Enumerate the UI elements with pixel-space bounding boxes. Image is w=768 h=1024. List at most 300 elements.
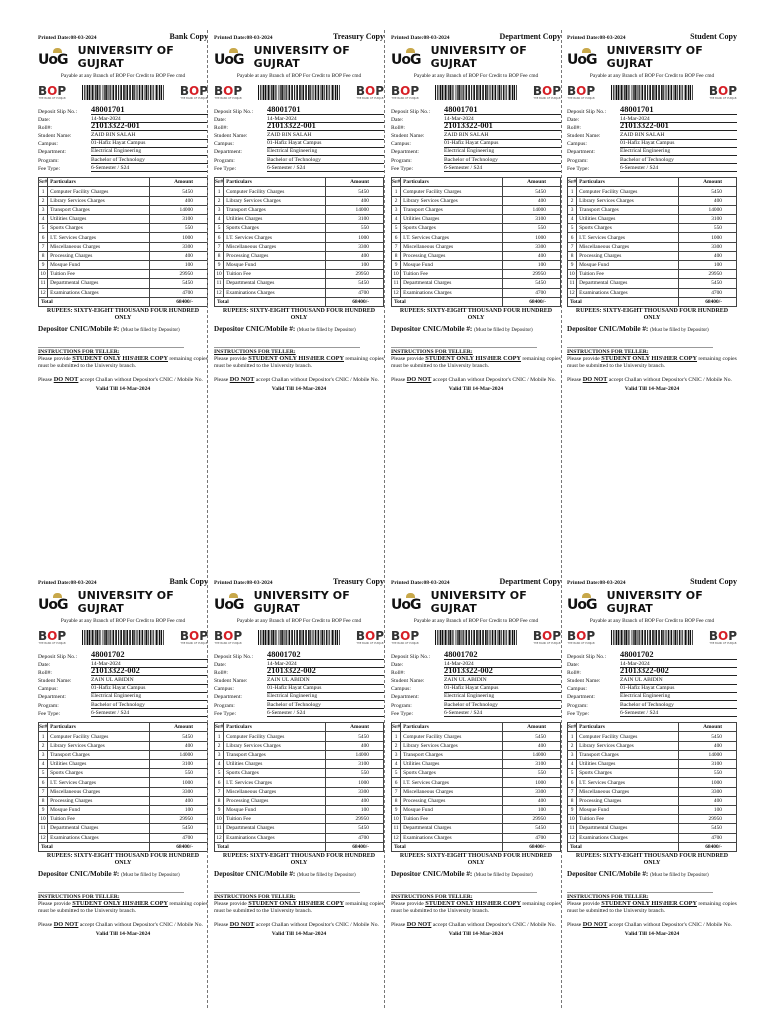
info-row-fee-type — [567, 164, 737, 172]
fee-row-no: 7 — [215, 242, 224, 251]
university-header — [38, 45, 208, 70]
fee-row-particular: I.T. Services Charges — [48, 233, 150, 242]
fee-row-amount: 550 — [326, 769, 384, 778]
valid-till: Valid Till 14-Mar-2024 — [95, 386, 151, 393]
fee-row-amount: 3100 — [326, 215, 384, 224]
fee-row-amount: 3300 — [679, 242, 737, 251]
info-row-slip-no — [391, 104, 561, 115]
info-value-date: 14-Mar-2024 — [444, 661, 561, 668]
bank-barcode-row — [391, 628, 561, 648]
fee-row-particular: Transport Charges — [401, 750, 503, 759]
printed-date: Printed Date:08-03-2024 — [567, 580, 626, 586]
fee-row-particular: Tuition Fee — [224, 815, 326, 824]
fee-row-no: 5 — [39, 769, 48, 778]
fee-row-particular: I.T. Services Charges — [48, 778, 150, 787]
info-row-slip-no — [214, 104, 384, 115]
info-label: Student Name: — [567, 133, 601, 140]
fee-row-particular: Library Services Charges — [224, 741, 326, 750]
fee-row-amount: 4700 — [503, 833, 561, 842]
fee-row-amount: 3300 — [326, 787, 384, 796]
info-row-campus — [567, 140, 737, 148]
fee-table — [38, 177, 208, 307]
info-row-program — [38, 701, 208, 709]
fee-row-particular: Computer Facility Charges — [224, 732, 326, 741]
instruction-copy: Please provide STUDENT ONLY HIS\HER COPY remaining copies must be submitted to the University branch. — [214, 355, 384, 369]
student-info — [391, 649, 561, 718]
fee-row-no: 9 — [392, 805, 401, 814]
info-row-fee-type — [214, 709, 384, 717]
fee-row — [392, 833, 561, 842]
fee-row — [39, 270, 208, 279]
fee-row-particular: Departmental Charges — [48, 279, 150, 288]
info-value-fee-type: 6-Semester / S24 — [620, 710, 737, 717]
info-label: Student Name: — [214, 678, 248, 685]
fee-row — [39, 251, 208, 260]
fee-row-amount: 29950 — [503, 270, 561, 279]
fee-row-amount: 5450 — [326, 732, 384, 741]
fee-row-particular: Examinations Charges — [224, 833, 326, 842]
fee-row — [568, 205, 737, 214]
fee-row-particular: Departmental Charges — [577, 824, 679, 833]
fee-row — [39, 279, 208, 288]
instruction-copy: Please provide STUDENT ONLY HIS\HER COPY remaining copies must be submitted to the University branch. — [214, 900, 384, 914]
info-row-roll — [391, 120, 561, 131]
info-value-department: Electrical Engineering — [444, 148, 561, 155]
fee-row-amount: 3300 — [503, 242, 561, 251]
info-row-department — [38, 148, 208, 156]
fee-row — [568, 233, 737, 242]
fee-row-amount: 5450 — [503, 279, 561, 288]
fee-row-amount: 5450 — [150, 187, 208, 196]
info-label: Deposit Slip No.: — [567, 108, 607, 115]
total-amount: 68400/- — [150, 842, 208, 851]
fee-row-no: 2 — [568, 741, 577, 750]
col-particulars: Particulars — [577, 723, 679, 732]
fee-row — [392, 824, 561, 833]
student-info — [214, 104, 384, 173]
copy-type: Department Copy — [499, 577, 561, 586]
fee-row-particular: Utilities Charges — [224, 760, 326, 769]
fee-row-no: 3 — [39, 750, 48, 759]
fee-row-amount: 3100 — [503, 760, 561, 769]
depositor-label: Depositor CNIC/Mobile #: — [567, 324, 649, 333]
fee-row-particular: Examinations Charges — [401, 288, 503, 297]
fee-row-particular: Transport Charges — [224, 205, 326, 214]
fee-row-amount: 4700 — [679, 833, 737, 842]
fee-row-no: 11 — [216, 280, 222, 287]
col-particulars: Particulars — [224, 178, 326, 187]
fee-row-particular: Examinations Charges — [577, 833, 679, 842]
fee-row-no: 2 — [392, 741, 401, 750]
copy-header — [391, 577, 561, 586]
fee-row-no: 1 — [215, 732, 224, 741]
signature-line — [214, 892, 360, 893]
info-row-campus — [38, 685, 208, 693]
barcode-icon — [435, 630, 517, 645]
bank-barcode-row — [214, 628, 384, 648]
fee-row-amount: 4700 — [326, 833, 384, 842]
fee-row — [568, 796, 737, 805]
info-row-fee-type — [38, 164, 208, 172]
depositor-cnic — [391, 870, 561, 879]
fee-row-no: 12 — [393, 834, 399, 841]
fee-row-no: 11 — [216, 825, 222, 832]
info-label: Student Name: — [391, 678, 425, 685]
info-label: Deposit Slip No.: — [391, 653, 431, 660]
info-label: Roll#: — [391, 124, 405, 131]
fee-row-no: 2 — [215, 741, 224, 750]
info-value-program: Bachelor of Technology — [620, 702, 737, 709]
info-label: Department: — [38, 149, 66, 156]
instruction-cnic: Please DO NOT accept Challan without Depositor's CNIC / Mobile No. — [391, 375, 556, 383]
info-label: Roll#: — [214, 124, 228, 131]
depositor-note: (Must be filled by Depositor) — [650, 872, 709, 878]
fee-table-header — [215, 178, 384, 187]
info-label: Date: — [214, 116, 227, 123]
depositor-note: (Must be filled by Depositor) — [297, 327, 356, 333]
fee-row-amount: 14000 — [679, 750, 737, 759]
info-value-fee-type: 6-Semester / S24 — [267, 710, 384, 717]
info-row-department — [214, 693, 384, 701]
info-value-date: 14-Mar-2024 — [444, 116, 561, 123]
cut-line — [384, 30, 385, 1008]
fee-row-no: 5 — [392, 224, 401, 233]
printed-date: Printed Date:08-03-2024 — [391, 580, 450, 586]
info-label: Fee Type: — [391, 710, 414, 717]
fee-row — [392, 732, 561, 741]
bank-barcode-row — [567, 628, 737, 648]
teller-instructions — [567, 894, 737, 929]
info-value-program: Bachelor of Technology — [444, 702, 561, 709]
uog-logo-icon: UoG — [38, 593, 74, 613]
fee-row — [568, 815, 737, 824]
fee-row-particular: Sports Charges — [224, 769, 326, 778]
info-value-date: 14-Mar-2024 — [620, 116, 737, 123]
fee-row-no: 3 — [215, 205, 224, 214]
fee-row-particular: I.T. Services Charges — [577, 778, 679, 787]
fee-row-no: 9 — [39, 805, 48, 814]
info-value-program: Bachelor of Technology — [267, 702, 384, 709]
fee-row-no: 8 — [568, 251, 577, 260]
fee-row-no: 9 — [568, 260, 577, 269]
fee-row — [215, 824, 384, 833]
fee-row-no: 11 — [569, 825, 575, 832]
fee-total-row — [39, 297, 208, 306]
info-row-slip-no — [38, 104, 208, 115]
fee-row-amount: 400 — [503, 251, 561, 260]
fee-row — [215, 187, 384, 196]
fee-table-header — [568, 723, 737, 732]
university-name: UNIVERSITY OF GUJRAT — [606, 589, 703, 616]
fee-row-no: 9 — [215, 805, 224, 814]
info-value-fee-type: 6-Semester / S24 — [91, 710, 208, 717]
fee-row — [39, 787, 208, 796]
fee-row-no: 4 — [39, 760, 48, 769]
instructions-heading: INSTRUCTIONS FOR TELLER: — [391, 893, 473, 900]
fee-row — [39, 215, 208, 224]
fee-row-amount: 5450 — [150, 279, 208, 288]
payable-note: Payable at any Branch of BOP For Credit to BOP Fee cmd — [60, 617, 186, 624]
info-row-program — [391, 156, 561, 164]
fee-row — [392, 787, 561, 796]
info-value-date: 14-Mar-2024 — [267, 661, 384, 668]
bop-logo-icon: BOP THE BANK OF PUNJAB — [532, 628, 561, 645]
fee-row-no: 8 — [215, 251, 224, 260]
fee-row-particular: Utilities Charges — [48, 215, 150, 224]
instruction-cnic: Please DO NOT accept Challan without Depositor's CNIC / Mobile No. — [214, 375, 379, 383]
signature-line — [567, 892, 713, 893]
fee-table — [214, 722, 384, 852]
total-amount: 68400/- — [503, 297, 561, 306]
fee-row-no: 5 — [215, 769, 224, 778]
instruction-copy: Please provide STUDENT ONLY HIS\HER COPY remaining copies must be submitted to the University branch. — [38, 355, 208, 369]
info-value-roll: 21013322-002 — [444, 667, 561, 676]
info-value-date: 14-Mar-2024 — [267, 116, 384, 123]
fee-row-particular: Miscellaneous Charges — [224, 242, 326, 251]
fee-row-no: 6 — [568, 778, 577, 787]
info-label: Fee Type: — [567, 710, 590, 717]
fee-row-particular: Departmental Charges — [48, 824, 150, 833]
fee-row-no: 5 — [568, 224, 577, 233]
fee-row-particular: Sports Charges — [577, 224, 679, 233]
fee-row-particular: Processing Charges — [48, 796, 150, 805]
fee-row-no: 7 — [39, 242, 48, 251]
barcode-icon — [611, 85, 693, 100]
instructions-heading: INSTRUCTIONS FOR TELLER: — [214, 893, 296, 900]
fee-row-particular: Departmental Charges — [224, 279, 326, 288]
fee-row — [568, 760, 737, 769]
valid-till: Valid Till 14-Mar-2024 — [624, 386, 680, 393]
fee-row-no: 7 — [392, 787, 401, 796]
fee-row-amount: 550 — [503, 769, 561, 778]
fee-row-no: 2 — [392, 196, 401, 205]
fee-row-particular: Mosque Fund — [401, 805, 503, 814]
fee-row-amount: 1000 — [326, 233, 384, 242]
fee-row — [392, 215, 561, 224]
fee-row-particular: Transport Charges — [48, 205, 150, 214]
signature-line — [391, 892, 537, 893]
fee-row-amount: 5450 — [150, 824, 208, 833]
info-row-department — [567, 693, 737, 701]
info-row-campus — [214, 685, 384, 693]
fee-row-particular: Miscellaneous Charges — [48, 787, 150, 796]
fee-row-particular: Departmental Charges — [577, 279, 679, 288]
signature-line — [214, 347, 360, 348]
fee-row-no: 1 — [215, 187, 224, 196]
fee-row-particular: Miscellaneous Charges — [48, 242, 150, 251]
instructions-heading: INSTRUCTIONS FOR TELLER: — [567, 893, 649, 900]
info-value-program: Bachelor of Technology — [91, 702, 208, 709]
uog-logo-icon: UoG — [214, 593, 250, 613]
info-value-campus: 01-Hafiz Hayat Campus — [620, 685, 737, 692]
fee-row-no: 10 — [569, 271, 575, 278]
copy-type: Student Copy — [690, 32, 737, 41]
fee-row-amount: 400 — [150, 796, 208, 805]
info-label: Student Name: — [567, 678, 601, 685]
fee-row-amount: 550 — [150, 769, 208, 778]
info-value-name: ZAIN UL ABIDIN — [444, 677, 561, 684]
info-value-date: 14-Mar-2024 — [91, 116, 208, 123]
fee-row-no: 11 — [40, 280, 46, 287]
fee-row-particular: Tuition Fee — [577, 815, 679, 824]
fee-row-amount: 550 — [679, 224, 737, 233]
student-info — [567, 649, 737, 718]
bop-logo-icon: BOP THE BANK OF PUNJAB — [708, 628, 737, 645]
fee-row — [392, 778, 561, 787]
col-amount: Amount — [679, 723, 737, 732]
fee-row-particular: Transport Charges — [224, 750, 326, 759]
printed-date: Printed Date:08-03-2024 — [214, 580, 273, 586]
fee-row — [568, 741, 737, 750]
info-value-name: ZAIN UL ABIDIN — [620, 677, 737, 684]
fee-row-no: 1 — [392, 187, 401, 196]
fee-row — [215, 787, 384, 796]
col-sno: Sr# — [568, 724, 577, 731]
info-row-fee-type — [38, 709, 208, 717]
valid-till: Valid Till 14-Mar-2024 — [624, 931, 680, 938]
info-value-fee-type: 6-Semester / S24 — [91, 165, 208, 172]
info-label: Fee Type: — [567, 165, 590, 172]
fee-row — [568, 787, 737, 796]
info-label: Department: — [214, 694, 242, 701]
info-value-name: ZAIN UL ABIDIN — [267, 677, 384, 684]
depositor-note: (Must be filled by Depositor) — [650, 327, 709, 333]
col-amount: Amount — [326, 178, 384, 187]
fee-row-particular: Examinations Charges — [401, 833, 503, 842]
info-row-department — [391, 693, 561, 701]
university-header — [391, 590, 561, 615]
fee-row — [568, 750, 737, 759]
instruction-copy: Please provide STUDENT ONLY HIS\HER COPY remaining copies must be submitted to the University branch. — [391, 355, 561, 369]
fee-row — [39, 760, 208, 769]
fee-table-header — [392, 178, 561, 187]
university-name: UNIVERSITY OF GUJRAT — [430, 589, 527, 616]
payable-note: Payable at any Branch of BOP For Credit to BOP Fee cmd — [60, 72, 186, 79]
info-label: Date: — [391, 116, 404, 123]
col-sno: Sr# — [39, 179, 48, 186]
instructions-heading: INSTRUCTIONS FOR TELLER: — [214, 348, 296, 355]
fee-row — [39, 833, 208, 842]
bop-logo-icon: BOP THE BANK OF PUNJAB — [355, 628, 384, 645]
info-value-slip-no: 48001702 — [444, 651, 561, 660]
info-value-roll: 21013322-002 — [620, 667, 737, 676]
total-label: Total — [392, 297, 503, 306]
fee-row-no: 6 — [215, 778, 224, 787]
fee-table-header — [568, 178, 737, 187]
valid-till: Valid Till 14-Mar-2024 — [448, 386, 504, 393]
fee-row-no: 7 — [568, 242, 577, 251]
depositor-cnic — [38, 325, 208, 334]
info-row-campus — [391, 140, 561, 148]
col-particulars: Particulars — [401, 723, 503, 732]
fee-row-particular: I.T. Services Charges — [224, 233, 326, 242]
info-label: Campus: — [214, 141, 234, 148]
challan-copy — [38, 577, 208, 938]
fee-row-no: 4 — [392, 760, 401, 769]
fee-row-no: 8 — [215, 796, 224, 805]
fee-row-amount: 5450 — [679, 187, 737, 196]
info-value-fee-type: 6-Semester / S24 — [444, 165, 561, 172]
barcode-icon — [82, 630, 164, 645]
fee-row-particular: Library Services Charges — [401, 196, 503, 205]
info-row-program — [567, 156, 737, 164]
fee-row-particular: Computer Facility Charges — [224, 187, 326, 196]
info-label: Program: — [38, 702, 59, 709]
fee-row-amount: 1000 — [150, 233, 208, 242]
bop-logo-icon: BOP THE BANK OF PUNJAB — [214, 83, 243, 100]
info-label: Department: — [567, 149, 595, 156]
fee-row-no: 12 — [569, 289, 575, 296]
fee-row-amount: 400 — [150, 741, 208, 750]
fee-row-particular: Examinations Charges — [48, 833, 150, 842]
info-label: Deposit Slip No.: — [391, 108, 431, 115]
info-row-name — [391, 131, 561, 139]
fee-row-no: 5 — [568, 769, 577, 778]
fee-row-no: 8 — [392, 251, 401, 260]
fee-row — [568, 260, 737, 269]
fee-table-header — [39, 723, 208, 732]
info-label: Department: — [214, 149, 242, 156]
fee-row-particular: Sports Charges — [48, 224, 150, 233]
fee-row-no: 4 — [215, 760, 224, 769]
fee-row — [392, 805, 561, 814]
fee-row-amount: 3300 — [679, 787, 737, 796]
instruction-cnic: Please DO NOT accept Challan without Depositor's CNIC / Mobile No. — [391, 920, 556, 928]
depositor-cnic — [391, 325, 561, 334]
bank-barcode-row — [567, 83, 737, 103]
fee-row-no: 5 — [39, 224, 48, 233]
info-label: Department: — [38, 694, 66, 701]
fee-row-amount: 100 — [503, 805, 561, 814]
fee-row — [39, 224, 208, 233]
info-row-campus — [38, 140, 208, 148]
fee-row-no: 7 — [392, 242, 401, 251]
info-label: Fee Type: — [214, 710, 237, 717]
fee-total-row — [392, 297, 561, 306]
fee-row-amount: 3100 — [326, 760, 384, 769]
fee-row — [568, 196, 737, 205]
fee-row — [39, 288, 208, 297]
fee-row-amount: 3100 — [150, 760, 208, 769]
depositor-label: Depositor CNIC/Mobile #: — [391, 324, 473, 333]
fee-row-no: 7 — [215, 787, 224, 796]
info-value-campus: 01-Hafiz Hayat Campus — [267, 140, 384, 147]
info-row-name — [214, 676, 384, 684]
student-info — [391, 104, 561, 173]
fee-row — [392, 233, 561, 242]
fee-total-row — [215, 842, 384, 851]
teller-instructions — [391, 894, 561, 929]
fee-row — [39, 205, 208, 214]
fee-row-no: 6 — [392, 778, 401, 787]
fee-row — [215, 778, 384, 787]
bop-logo-icon: BOP THE BANK OF PUNJAB — [214, 628, 243, 645]
col-particulars: Particulars — [48, 178, 150, 187]
fee-row — [392, 769, 561, 778]
bank-barcode-row — [38, 83, 208, 103]
copy-header — [38, 577, 208, 586]
fee-row-amount: 14000 — [150, 750, 208, 759]
info-value-roll: 21013322-002 — [91, 667, 208, 676]
fee-row — [392, 260, 561, 269]
fee-row-no: 11 — [40, 825, 46, 832]
fee-row — [568, 833, 737, 842]
info-value-department: Electrical Engineering — [620, 148, 737, 155]
challan-copy — [214, 32, 384, 393]
info-value-campus: 01-Hafiz Hayat Campus — [444, 140, 561, 147]
info-value-slip-no: 48001702 — [91, 651, 208, 660]
fee-row-amount: 3100 — [503, 215, 561, 224]
